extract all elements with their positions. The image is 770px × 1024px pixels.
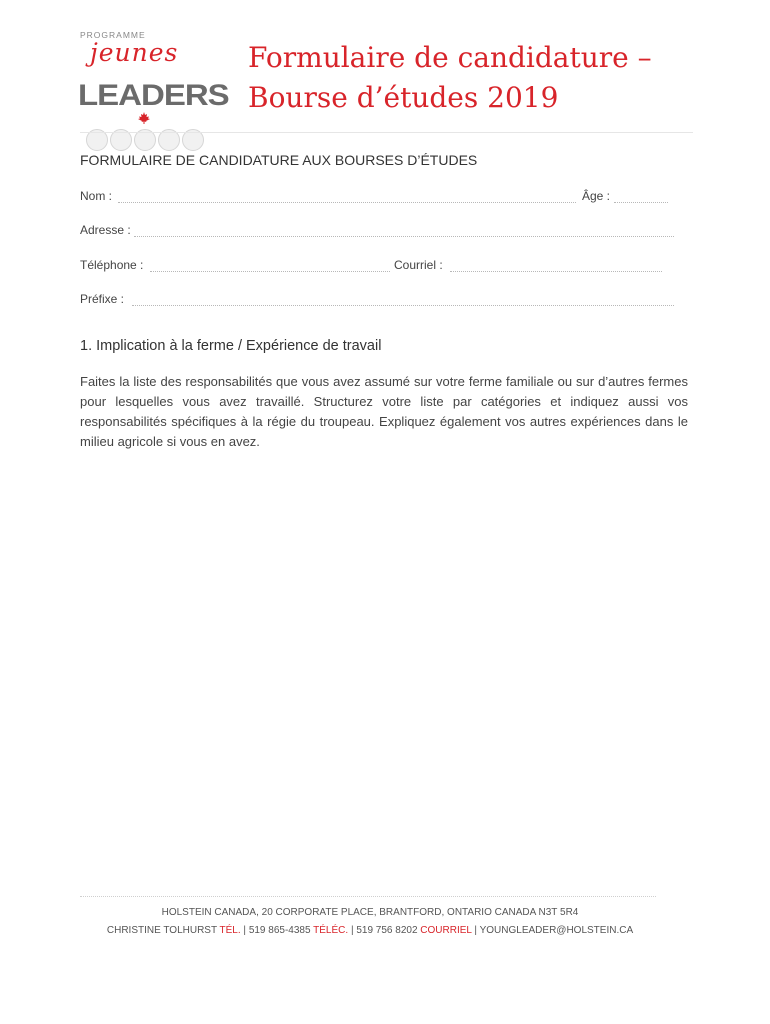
footer-divider <box>80 896 656 897</box>
telephone-label: Téléphone : <box>80 258 144 272</box>
adresse-field[interactable] <box>134 236 674 237</box>
courriel-label: Courriel : <box>394 258 443 272</box>
adresse-label: Adresse : <box>80 223 131 237</box>
courriel-field[interactable] <box>450 271 662 272</box>
separator: | <box>243 925 247 936</box>
section-1-title: 1. Implication à la ferme / Expérience de travail <box>80 338 382 354</box>
logo-jeunes-text: jeunes <box>90 38 179 67</box>
email-label: COURRIEL <box>420 925 472 936</box>
tel-label: TÉL. <box>219 925 241 936</box>
maple-leaf-icon <box>138 112 150 124</box>
separator: | <box>474 925 477 936</box>
fax-number: 519 756 8202 <box>356 925 418 936</box>
prefixe-field[interactable] <box>132 305 674 306</box>
tel-number: 519 865-4385 <box>248 925 311 936</box>
separator: | <box>350 925 354 936</box>
section-1-instructions: Faites la liste des responsabilités que vous avez assumé sur votre ferme familiale ou sur d’autres fermes pour lesquelles vous avez travaillé. Structurez votre liste par catégories et indiquez aussi vos responsabilités spécifiques à la régie du troupeau. Expliquez également vos autres expériences dans le milieu agricole si vous en avez. <box>80 374 688 449</box>
contact-name: CHRISTINE TOLHURST <box>106 925 217 936</box>
nom-label: Nom : <box>80 189 113 203</box>
logo-leaders-text: LEADERS <box>78 78 229 112</box>
title-line-1: Formulaire de candidature – <box>248 41 652 74</box>
nom-field[interactable] <box>118 202 576 203</box>
fax-label: TÉLÉC. <box>313 925 349 936</box>
age-field[interactable] <box>614 202 668 203</box>
footer-contact <box>0 925 740 936</box>
header-divider <box>80 132 693 133</box>
age-label: Âge : <box>582 189 611 203</box>
program-logo <box>78 30 229 130</box>
title-line-2: Bourse d’études 2019 <box>248 81 559 114</box>
prefixe-label: Préfixe : <box>80 292 125 306</box>
email-address[interactable]: YOUNGLEADER@HOLSTEIN.CA <box>479 925 634 936</box>
logo-programme-text: PROGRAMME <box>80 30 146 40</box>
telephone-field[interactable] <box>150 271 390 272</box>
form-heading: FORMULAIRE DE CANDIDATURE AUX BOURSES D’ÉTUDES <box>80 152 478 168</box>
page-title <box>248 38 652 118</box>
footer-address: HOLSTEIN CANADA, 20 CORPORATE PLACE, BRANTFORD, ONTARIO CANADA N3T 5R4 <box>161 907 579 918</box>
